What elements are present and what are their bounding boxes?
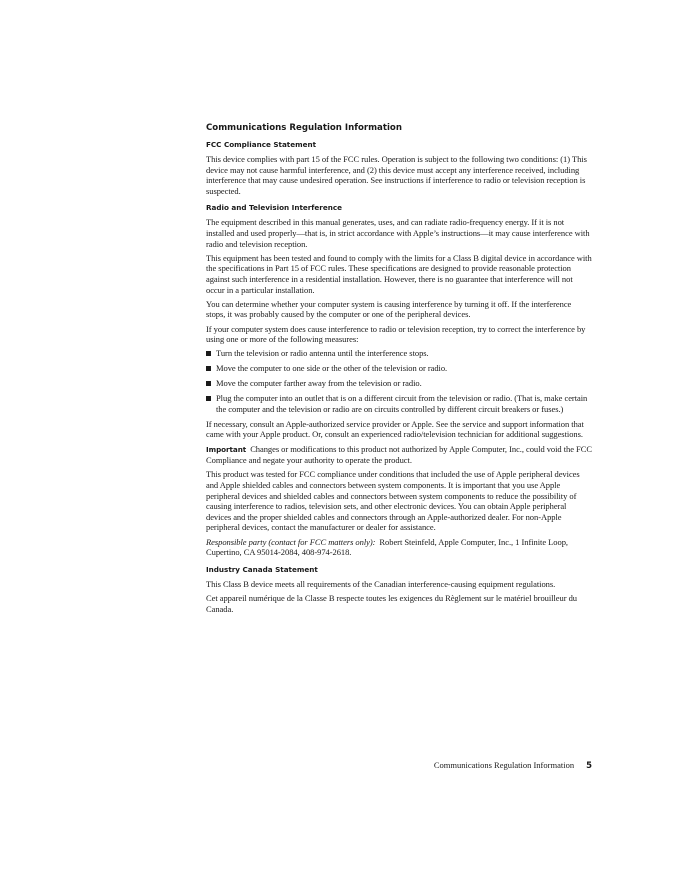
list-item [206,393,592,414]
radio-tv-interference-heading: Radio and Television Interference [206,203,342,213]
page-title: Communications Regulation Information [206,123,402,133]
paragraph-tested-conditions: This product was tested for FCC compliance under conditions that included the use of Apple peripheral devices and Apple shielded cables and connectors between system components. It is important that you use Apple peripheral devices and shielded cables and connectors between system components to reduce the possibility of causing interference to radios, television sets, and other electronic devices. You can obtain Apple peripheral devices and the proper shielded cables and connectors through an Apple-authorized dealer. For non-Apple peripheral devices, contact the manufacturer or dealer for assistance. [206,469,580,533]
list-item-text: Move the computer to one side or the other of the television or radio. [216,363,448,374]
industry-canada-heading: Industry Canada Statement [206,564,318,574]
paragraph-equipment-radiates: The equipment described in this manual generates, uses, and can radiate radio-frequency energy. If it is not installed and used properly—that is, in strict accordance with Apple’s instructions—it may cause interference with radio and television reception. [206,217,590,249]
list-item-text: Move the computer farther away from the television or radio. [216,378,422,389]
fcc-compliance-body: This device complies with part 15 of the FCC rules. Operation is subject to the following two conditions: (1) This device may not cause harmful interference, and (2) this device must accept any interference received, including interference that may cause undesired operation. See instructions if interference to radio or television reception is suspected. [206,154,587,196]
list-item-text: Turn the television or radio antenna until the interference stops. [216,348,429,359]
paragraph-responsible-party [206,537,592,558]
list-item [206,348,592,359]
page-number: 5 [586,761,592,771]
canada-statement-english: This Class B device meets all requirements of the Canadian interference-causing equipment regulations. [206,578,556,589]
fcc-compliance-heading: FCC Compliance Statement [206,140,317,149]
square-bullet-icon [206,351,211,356]
paragraph-correct-interference: If your computer system does cause interference to radio or television reception, try to correct the interference by using one or more of the following measures: [206,323,586,345]
page-footer [380,760,592,771]
responsible-party-text: Robert Steinfeld, Apple Computer, Inc., 1 Infinite Loop, Cupertino, CA 95014-2084, 408-974-2618. [206,536,568,558]
paragraph-determine-interference: You can determine whether your computer system is causing interference by turning it off. If the interference stops, it was probably caused by the computer or one of the peripheral devices. [206,298,572,320]
paragraph-important [206,444,592,466]
important-text: Changes or modifications to this product not authorized by Apple Computer, Inc., could void the FCC Compliance and negate your authority to operate the product. [206,443,592,466]
important-label: Important [206,444,247,454]
list-item [206,363,592,374]
paragraph-class-b-tested: This equipment has been tested and found to comply with the limits for a Class B digital device in accordance with the specifications in Part 15 of FCC rules. These specifications are designed to provide reasonable protection against such interference in a residential installation. However, there is no guarantee that interference will not occur in a particular installation. [206,252,592,295]
canada-statement-french: Cet appareil numérique de la Classe B respecte toutes les exigences du Règlement sur le matériel brouilleur du Canada. [206,592,577,614]
footer-section-title: Communications Regulation Information [433,760,575,770]
responsible-party-label: Responsible party (contact for FCC matters only): [206,536,376,547]
measures-list [206,348,592,414]
list-item [206,378,592,389]
square-bullet-icon [206,366,211,371]
square-bullet-icon [206,396,211,401]
square-bullet-icon [206,381,211,386]
document-page [206,123,592,618]
list-item-text: Plug the computer into an outlet that is on a different circuit from the television or radio. (That is, make certain the computer and the television or radio are on circuits controlled by different circuit breakers or fuses.) [216,393,588,414]
paragraph-consult: If necessary, consult an Apple-authorized service provider or Apple. See the service and support information that came with your Apple product. Or, consult an experienced radio/television technician for additional suggestions. [206,418,584,440]
